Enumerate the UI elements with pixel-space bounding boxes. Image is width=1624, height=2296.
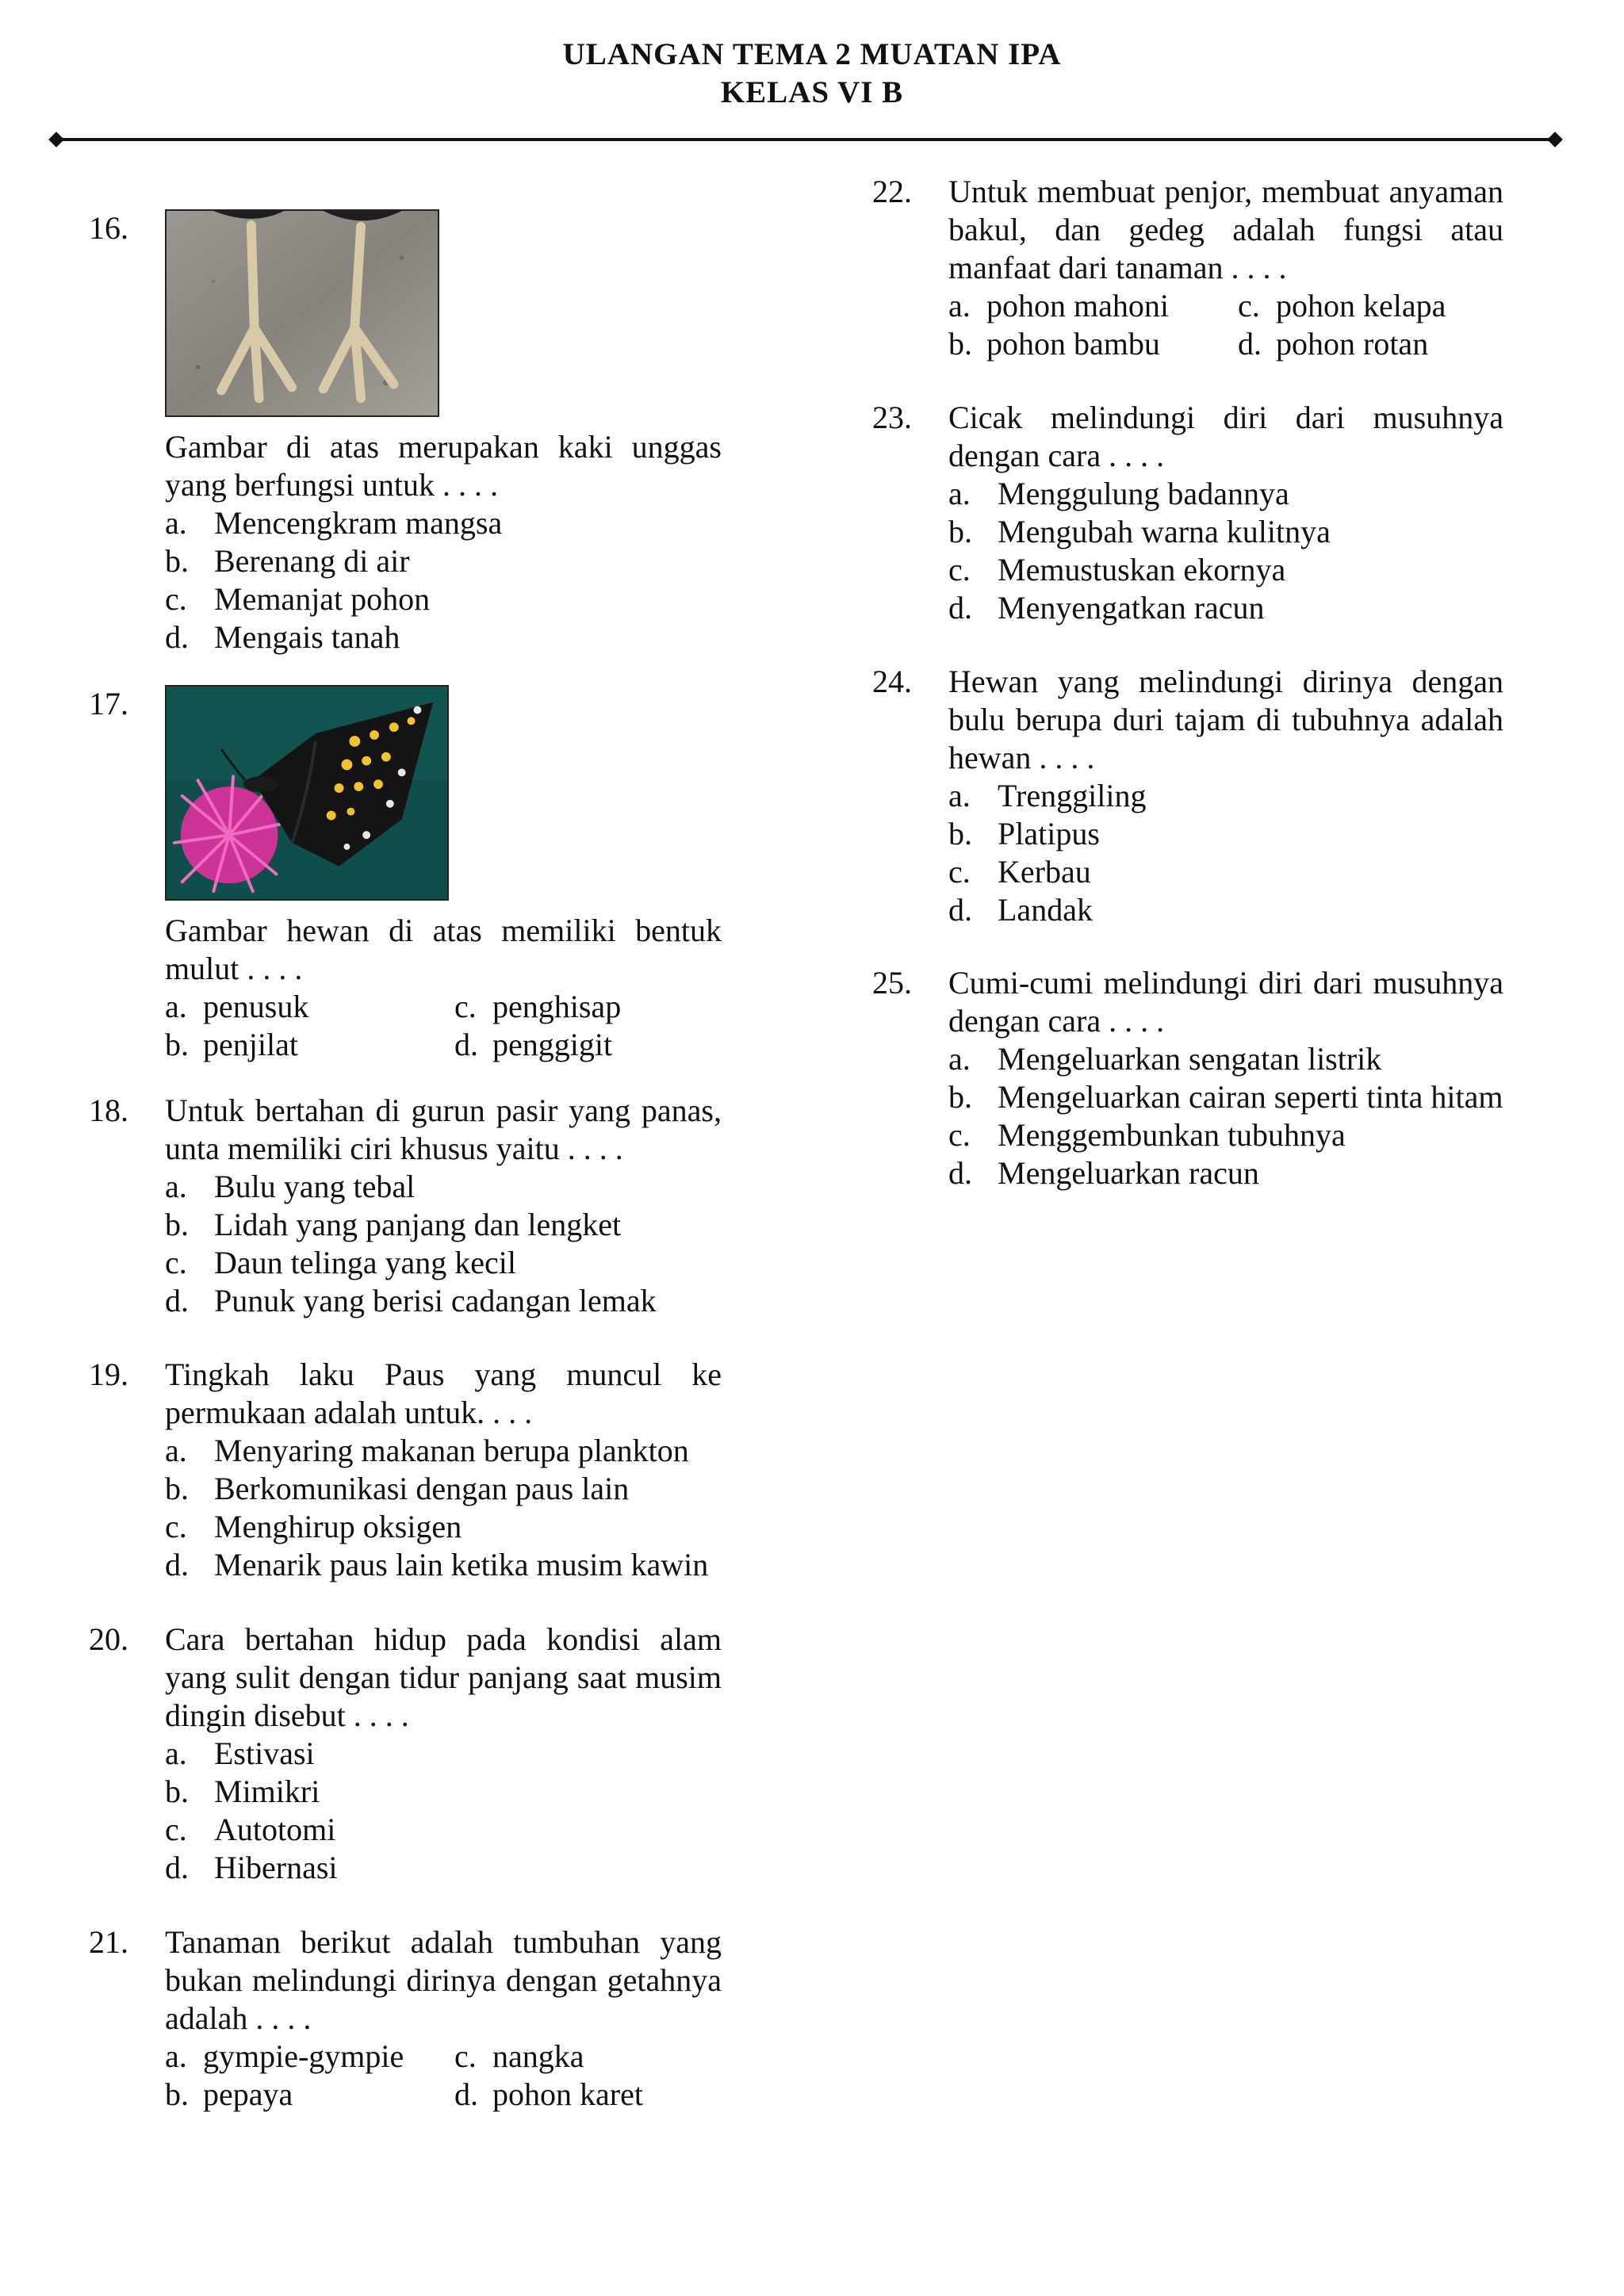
option-c[interactable]: c. nangka [454, 2038, 584, 2074]
answer-options [948, 1040, 1503, 1192]
question-17 [89, 685, 722, 1064]
answer-options [165, 1735, 722, 1887]
question-24 [872, 663, 1503, 929]
answer-options [948, 777, 1503, 929]
option-c[interactable]: c. Daun telinga yang kecil [165, 1245, 516, 1280]
answer-options [165, 988, 722, 1064]
option-a[interactable]: a. Menyaring makanan berupa plankton [165, 1433, 689, 1468]
option-c[interactable]: c. penghisap [454, 989, 622, 1024]
bird-feet-photo [165, 209, 439, 417]
question-number: 20. [89, 1621, 128, 1657]
question-23 [872, 399, 1503, 627]
question-22 [872, 173, 1503, 363]
question-18 [89, 1092, 722, 1320]
question-text: Hewan yang melindungi dirinya dengan bulu berupa duri tajam di tubuhnya adalah hewan . . . . [948, 664, 1503, 775]
option-d[interactable]: d. pohon karet [454, 2076, 643, 2112]
answer-options [165, 1432, 722, 1584]
question-number: 23. [872, 400, 912, 435]
option-a[interactable]: a. penusuk [165, 989, 309, 1024]
answer-options [165, 2038, 722, 2114]
option-b[interactable]: b. pohon bambu [948, 326, 1160, 362]
option-a[interactable]: a. Estivasi [165, 1735, 315, 1771]
rule-right-diamond [1547, 132, 1563, 147]
question-21 [89, 1923, 722, 2114]
option-b[interactable]: b. penjilat [165, 1027, 298, 1062]
question-text: Cumi-cumi melindungi diri dari musuhnya dengan cara . . . . [948, 965, 1503, 1039]
question-text: Gambar hewan di atas memiliki bentuk mulut . . . . [165, 913, 722, 986]
option-a[interactable]: a. Menggulung badannya [948, 476, 1289, 511]
option-b[interactable]: b. Mimikri [165, 1774, 320, 1809]
question-text: Untuk membuat penjor, membuat anyaman bakul, dan gedeg adalah fungsi atau manfaat dari tanaman . . . . [948, 174, 1503, 285]
question-text: Untuk bertahan di gurun pasir yang panas, unta memiliki ciri khusus yaitu . . . . [165, 1093, 722, 1166]
option-c[interactable]: c. Menggembunkan tubuhnya [948, 1117, 1346, 1153]
option-c[interactable]: c. pohon kelapa [1238, 288, 1446, 323]
option-d[interactable]: d. Landak [948, 892, 1093, 928]
option-d[interactable]: d. Menyengatkan racun [948, 590, 1265, 626]
question-16 [89, 209, 722, 656]
option-d[interactable]: d. Mengeluarkan racun [948, 1155, 1259, 1191]
question-text: Cara bertahan hidup pada kondisi alam yang sulit dengan tidur panjang saat musim dingin disebut . . . . [165, 1621, 722, 1733]
question-number: 16. [89, 210, 128, 246]
question-20 [89, 1621, 722, 1887]
header-divider [56, 138, 1556, 141]
option-c[interactable]: c. Autotomi [165, 1812, 336, 1847]
butterfly-photo [165, 685, 449, 901]
answer-options [948, 287, 1503, 363]
option-b[interactable]: b. Lidah yang panjang dan lengket [165, 1207, 622, 1242]
option-d[interactable]: d. penggigit [454, 1027, 613, 1062]
question-text: Tingkah laku Paus yang muncul ke permukaan adalah untuk. . . . [165, 1357, 722, 1430]
option-c[interactable]: c. Memustuskan ekornya [948, 552, 1286, 587]
option-d[interactable]: d. pohon rotan [1238, 326, 1429, 362]
option-b[interactable]: b. Mengubah warna kulitnya [948, 514, 1331, 549]
question-text: Cicak melindungi diri dari musuhnya dengan cara . . . . [948, 400, 1503, 473]
question-number: 17. [89, 686, 128, 721]
option-a[interactable]: a. pohon mahoni [948, 288, 1169, 323]
option-b[interactable]: b. Berkomunikasi dengan paus lain [165, 1471, 630, 1506]
option-b[interactable]: b. pepaya [165, 2076, 293, 2112]
answer-options [165, 1168, 722, 1320]
question-text: Gambar di atas merupakan kaki unggas yang berfungsi untuk . . . . [165, 429, 722, 503]
question-number: 19. [89, 1357, 128, 1392]
answer-options [165, 504, 722, 656]
option-c[interactable]: c. Menghirup oksigen [165, 1509, 462, 1544]
question-19 [89, 1356, 722, 1584]
option-a[interactable]: a. Trenggiling [948, 778, 1147, 813]
question-25 [872, 964, 1503, 1192]
question-number: 24. [872, 664, 912, 699]
answer-options [948, 475, 1503, 627]
option-d[interactable]: d. Mengais tanah [165, 619, 400, 655]
question-number: 22. [872, 174, 912, 209]
option-c[interactable]: c. Memanjat pohon [165, 581, 431, 617]
option-a[interactable]: a. gympie-gympie [165, 2038, 404, 2074]
option-c[interactable]: c. Kerbau [948, 854, 1091, 890]
option-a[interactable]: a. Bulu yang tebal [165, 1169, 416, 1204]
page-subtitle: KELAS VI B [720, 75, 904, 109]
option-b[interactable]: b. Mengeluarkan cairan seperti tinta hitam [948, 1079, 1503, 1115]
option-b[interactable]: b. Berenang di air [165, 543, 410, 579]
option-b[interactable]: b. Platipus [948, 816, 1100, 851]
option-d[interactable]: d. Hibernasi [165, 1850, 338, 1885]
page-title: ULANGAN TEMA 2 MUATAN IPA [562, 37, 1062, 71]
option-a[interactable]: a. Mengeluarkan sengatan listrik [948, 1041, 1382, 1077]
question-number: 25. [872, 965, 912, 1001]
question-text: Tanaman berikut adalah tumbuhan yang bukan melindungi dirinya dengan getahnya adalah . . . . [165, 1924, 722, 2036]
option-d[interactable]: d. Menarik paus lain ketika musim kawin [165, 1547, 709, 1582]
question-number: 21. [89, 1924, 128, 1960]
question-number: 18. [89, 1093, 128, 1128]
option-a[interactable]: a. Mencengkram mangsa [165, 505, 503, 541]
option-d[interactable]: d. Punuk yang berisi cadangan lemak [165, 1283, 657, 1318]
